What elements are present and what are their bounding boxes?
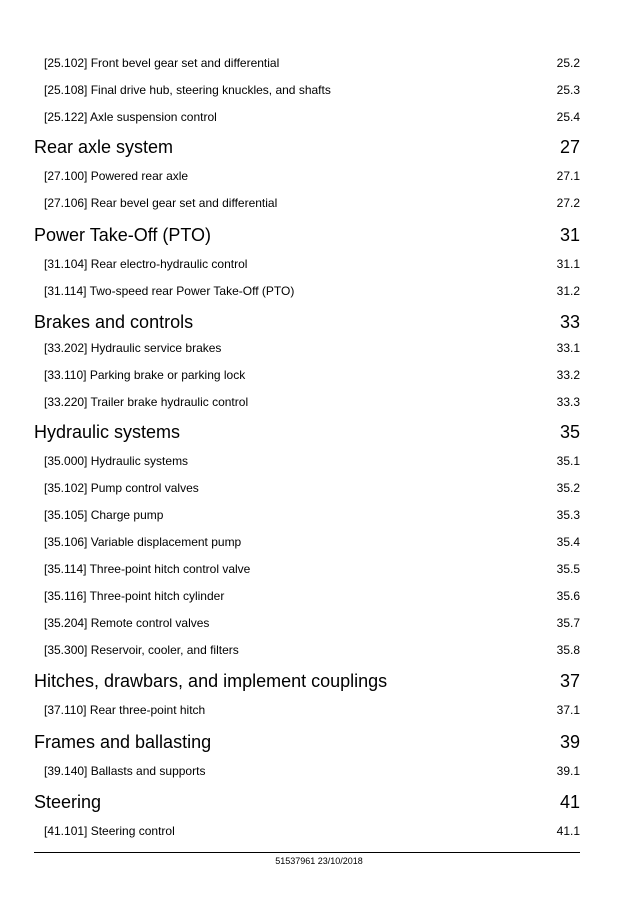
toc-section[interactable] xyxy=(34,225,580,249)
toc-page-number: 31 xyxy=(559,225,580,245)
toc-entry-label: [37.110] Rear three-point hitch xyxy=(44,703,206,717)
toc-subsection[interactable] xyxy=(34,764,580,780)
toc-page-number: 35.8 xyxy=(556,643,580,657)
toc-page-number: 25.2 xyxy=(556,56,580,70)
toc-section-title: Rear axle system xyxy=(34,137,174,157)
toc-entry-label: [25.102] Front bevel gear set and differential xyxy=(44,56,280,70)
toc-subsection[interactable] xyxy=(34,643,580,659)
toc-page-number: 35.1 xyxy=(556,454,580,468)
toc-page-number: 35.5 xyxy=(556,562,580,576)
toc-entry-label: [27.100] Powered rear axle xyxy=(44,169,189,183)
footer-document-id: 51537961 23/10/2018 xyxy=(275,856,363,866)
toc-page-number: 41 xyxy=(559,792,580,812)
toc-subsection[interactable] xyxy=(34,110,580,126)
toc-subsection[interactable] xyxy=(34,535,580,551)
toc-page-number: 37.1 xyxy=(556,703,580,717)
toc-page-number: 27.2 xyxy=(556,196,580,210)
toc-subsection[interactable] xyxy=(34,341,580,357)
toc-section[interactable] xyxy=(34,732,580,756)
toc-entry-label: [25.122] Axle suspension control xyxy=(44,110,217,124)
toc-page-number: 31.2 xyxy=(556,284,580,298)
toc-page-number: 33.1 xyxy=(556,341,580,355)
toc-entry-label: [41.101] Steering control xyxy=(44,824,175,838)
toc-page-number: 33.2 xyxy=(556,368,580,382)
toc-entry-label: [33.110] Parking brake or parking lock xyxy=(44,368,246,382)
toc-entry-label: [35.300] Reservoir, cooler, and filters xyxy=(44,643,239,657)
toc-section[interactable] xyxy=(34,792,580,816)
toc-subsection[interactable] xyxy=(34,589,580,605)
toc-page-number: 33.3 xyxy=(556,395,580,409)
toc-entry-label: [33.220] Trailer brake hydraulic control xyxy=(44,395,249,409)
toc-subsection[interactable] xyxy=(34,284,580,300)
toc-page-number: 25.4 xyxy=(556,110,580,124)
toc-page-number: 35.6 xyxy=(556,589,580,603)
toc-page-number: 35 xyxy=(559,422,580,442)
toc-entry-label: [31.114] Two-speed rear Power Take-Off (PTO) xyxy=(44,284,295,298)
toc-section-title: Hitches, drawbars, and implement couplings xyxy=(34,671,388,691)
toc-entry-label: [27.106] Rear bevel gear set and differential xyxy=(44,196,278,210)
toc-page-number: 27.1 xyxy=(556,169,580,183)
toc-entry-label: [35.116] Three-point hitch cylinder xyxy=(44,589,225,603)
toc-subsection[interactable] xyxy=(34,169,580,185)
toc-page-number: 27 xyxy=(559,137,580,157)
toc-entry-label: [25.108] Final drive hub, steering knuckles, and shafts xyxy=(44,83,331,97)
toc-subsection[interactable] xyxy=(34,196,580,212)
toc-entry-label: [39.140] Ballasts and supports xyxy=(44,764,206,778)
toc-subsection[interactable] xyxy=(34,508,580,524)
toc-entry-label: [35.204] Remote control valves xyxy=(44,616,210,630)
toc-subsection[interactable] xyxy=(34,257,580,273)
toc-section-title: Steering xyxy=(34,792,102,812)
toc-entry-label: [33.202] Hydraulic service brakes xyxy=(44,341,222,355)
toc-section[interactable] xyxy=(34,671,580,695)
toc-entry-label: [35.102] Pump control valves xyxy=(44,481,199,495)
toc-subsection[interactable] xyxy=(34,368,580,384)
toc-entry-label: [35.106] Variable displacement pump xyxy=(44,535,242,549)
toc-entry-label: [35.000] Hydraulic systems xyxy=(44,454,189,468)
toc-entry-label: [31.104] Rear electro-hydraulic control xyxy=(44,257,248,271)
toc-page-number: 31.1 xyxy=(556,257,580,271)
toc-subsection[interactable] xyxy=(34,395,580,411)
toc-page-number: 35.7 xyxy=(556,616,580,630)
toc-section-title: Brakes and controls xyxy=(34,312,194,332)
toc-subsection[interactable] xyxy=(34,83,580,99)
toc-section-title: Frames and ballasting xyxy=(34,732,212,752)
toc-subsection[interactable] xyxy=(34,562,580,578)
toc-section[interactable] xyxy=(34,137,580,161)
toc-page-number: 33 xyxy=(559,312,580,332)
toc-page-number: 41.1 xyxy=(556,824,580,838)
toc-entry-label: [35.105] Charge pump xyxy=(44,508,164,522)
toc-subsection[interactable] xyxy=(34,616,580,632)
toc-page-number: 25.3 xyxy=(556,83,580,97)
toc-subsection[interactable] xyxy=(34,454,580,470)
toc-page-number: 39.1 xyxy=(556,764,580,778)
toc-entry-label: [35.114] Three-point hitch control valve xyxy=(44,562,251,576)
toc-page-number: 35.3 xyxy=(556,508,580,522)
toc-subsection[interactable] xyxy=(34,481,580,497)
footer-divider xyxy=(34,852,580,853)
toc-page-number: 37 xyxy=(559,671,580,691)
toc-page-number: 39 xyxy=(559,732,580,752)
toc-page-number: 35.2 xyxy=(556,481,580,495)
toc-section[interactable] xyxy=(34,422,580,446)
toc-page-number: 35.4 xyxy=(556,535,580,549)
toc-subsection[interactable] xyxy=(34,824,580,840)
toc-section-title: Power Take-Off (PTO) xyxy=(34,225,212,245)
toc-subsection[interactable] xyxy=(34,703,580,719)
toc-section[interactable] xyxy=(34,312,580,336)
toc-subsection[interactable] xyxy=(34,56,580,72)
toc-section-title: Hydraulic systems xyxy=(34,422,181,442)
